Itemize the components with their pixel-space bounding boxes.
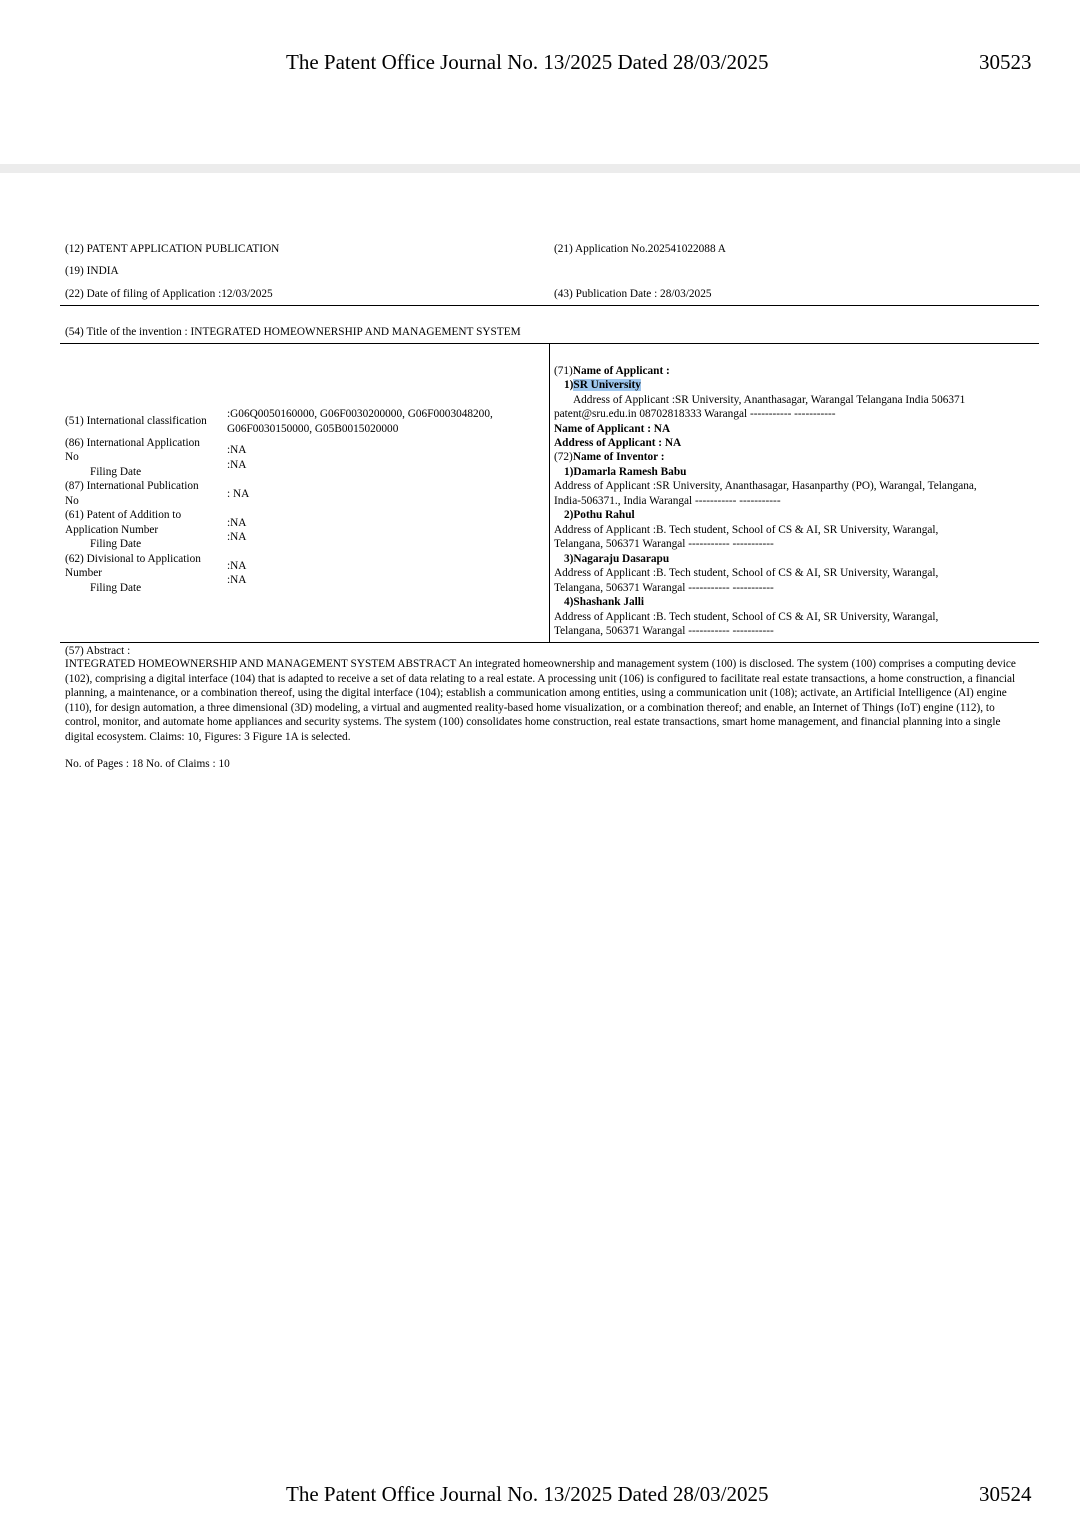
page-separator: [0, 164, 1080, 173]
name-of-applicant: Name of Applicant : NA: [554, 423, 671, 435]
addition-label: Filing Date: [90, 538, 142, 550]
addition-value: :NA: [227, 517, 247, 529]
inventor-address: Address of Applicant :B. Tech student, School of CS & AI, SR University, Warangal,: [554, 567, 939, 579]
addition-value: :NA: [227, 531, 247, 543]
intl-class-value: G06F0030150000, G05B0015020000: [227, 423, 399, 435]
journal-page-number: 30523: [979, 50, 1032, 74]
publication-date: (43) Publication Date : 28/03/2025: [554, 288, 712, 300]
intl-app-value: :NA: [227, 444, 247, 456]
filing-date: (22) Date of filing of Application :12/03/2025: [65, 288, 273, 300]
inventor-address: Address of Applicant :B. Tech student, School of CS & AI, SR University, Warangal,: [554, 611, 939, 623]
inventor-address: Telangana, 506371 Warangal ----------- -----------: [554, 538, 774, 550]
divisional-value: :NA: [227, 574, 247, 586]
country: (19) INDIA: [65, 265, 119, 277]
inventor-heading: (72)Name of Inventor :: [554, 451, 665, 463]
divisional-label: Filing Date: [90, 582, 142, 594]
applicant-address: patent@sru.edu.in 08702818333 Warangal ----------- -----------: [554, 408, 836, 420]
application-number: (21) Application No.202541022088 A: [554, 243, 726, 255]
divisional-value: :NA: [227, 560, 247, 572]
intl-pub-label: (87) International Publication: [65, 480, 199, 492]
inventor-name: 3)Nagaraju Dasarapu: [564, 553, 670, 565]
inventor-name: 2)Pothu Rahul: [564, 509, 635, 521]
journal-page-number: 30524: [979, 1482, 1032, 1506]
divider: [60, 305, 1039, 306]
applicant-heading: (71)Name of Applicant :: [554, 365, 670, 377]
intl-app-label: Filing Date: [90, 466, 142, 478]
inventor-address: Telangana, 506371 Warangal ----------- -----------: [554, 625, 774, 637]
applicant-address: Address of Applicant :SR University, Ananthasagar, Warangal Telangana India 506371: [573, 394, 966, 406]
abstract-text: INTEGRATED HOMEOWNERSHIP AND MANAGEMENT SYSTEM ABSTRACT An integrated homeownership and management system (100) is disclosed. The system (100) comprises a computing device (102), comprising a digital interface (104) that is adapted to receive a set of data relating to a real estate. A processing unit (106) is configured to facilitate real estate transactions, a home construction, a financial planning, a maintenance, or a combination thereof, using the digital interface (104); establish a communication among entities, using a communication unit (108); activate, an Artificial Intelligence (AI) engine (110), for design automation, a three dimensional (3D) modeling, a virtual and augmented reality-based home visualization, or a combination thereof; and enable, an Internet of Things (IoT) engine (112), to control, monitor, and automate home appliances and security systems. The system (100) consolidates home construction, real estate transactions, smart home management, and financial planning into a single digital ecosystem. Claims: 10, Figures: 3 Figure 1A is selected.: [65, 658, 1016, 743]
address-of-applicant: Address of Applicant : NA: [554, 437, 682, 449]
abstract-label: (57) Abstract :: [65, 645, 131, 657]
intl-pub-value: : NA: [227, 488, 250, 500]
inventor-name: 1)Damarla Ramesh Babu: [564, 466, 687, 478]
inventor-address: India-506371., India Warangal ----------- -----------: [554, 495, 781, 507]
divider: [60, 642, 1039, 643]
addition-label: (61) Patent of Addition to: [65, 509, 182, 521]
intl-app-label: No: [65, 451, 79, 463]
publication-type: (12) PATENT APPLICATION PUBLICATION: [65, 243, 280, 255]
column-divider: [549, 343, 550, 643]
intl-app-value: :NA: [227, 459, 247, 471]
intl-pub-label: No: [65, 495, 79, 507]
inventor-address: Telangana, 506371 Warangal ----------- -----------: [554, 582, 774, 594]
invention-title: (54) Title of the invention : INTEGRATED HOMEOWNERSHIP AND MANAGEMENT SYSTEM: [65, 326, 521, 338]
inventor-address: Address of Applicant :SR University, Ananthasagar, Hasanparthy (PO), Warangal, Telangana,: [554, 480, 977, 492]
journal-title: The Patent Office Journal No. 13/2025 Dated 28/03/2025: [286, 50, 769, 74]
inventor-address: Address of Applicant :B. Tech student, School of CS & AI, SR University, Warangal,: [554, 524, 939, 536]
intl-class-label: (51) International classification: [65, 415, 207, 427]
journal-title: The Patent Office Journal No. 13/2025 Dated 28/03/2025: [286, 1482, 769, 1506]
applicant-name: 1)SR University: [564, 379, 641, 391]
divisional-label: (62) Divisional to Application: [65, 553, 201, 565]
divisional-label: Number: [65, 567, 103, 579]
intl-class-value: :G06Q0050160000, G06F0030200000, G06F0003048200,: [227, 408, 493, 420]
inventor-name: 4)Shashank Jalli: [564, 596, 645, 608]
pages-claims: No. of Pages : 18 No. of Claims : 10: [65, 758, 230, 770]
addition-label: Application Number: [65, 524, 159, 536]
intl-app-label: (86) International Application: [65, 437, 200, 449]
